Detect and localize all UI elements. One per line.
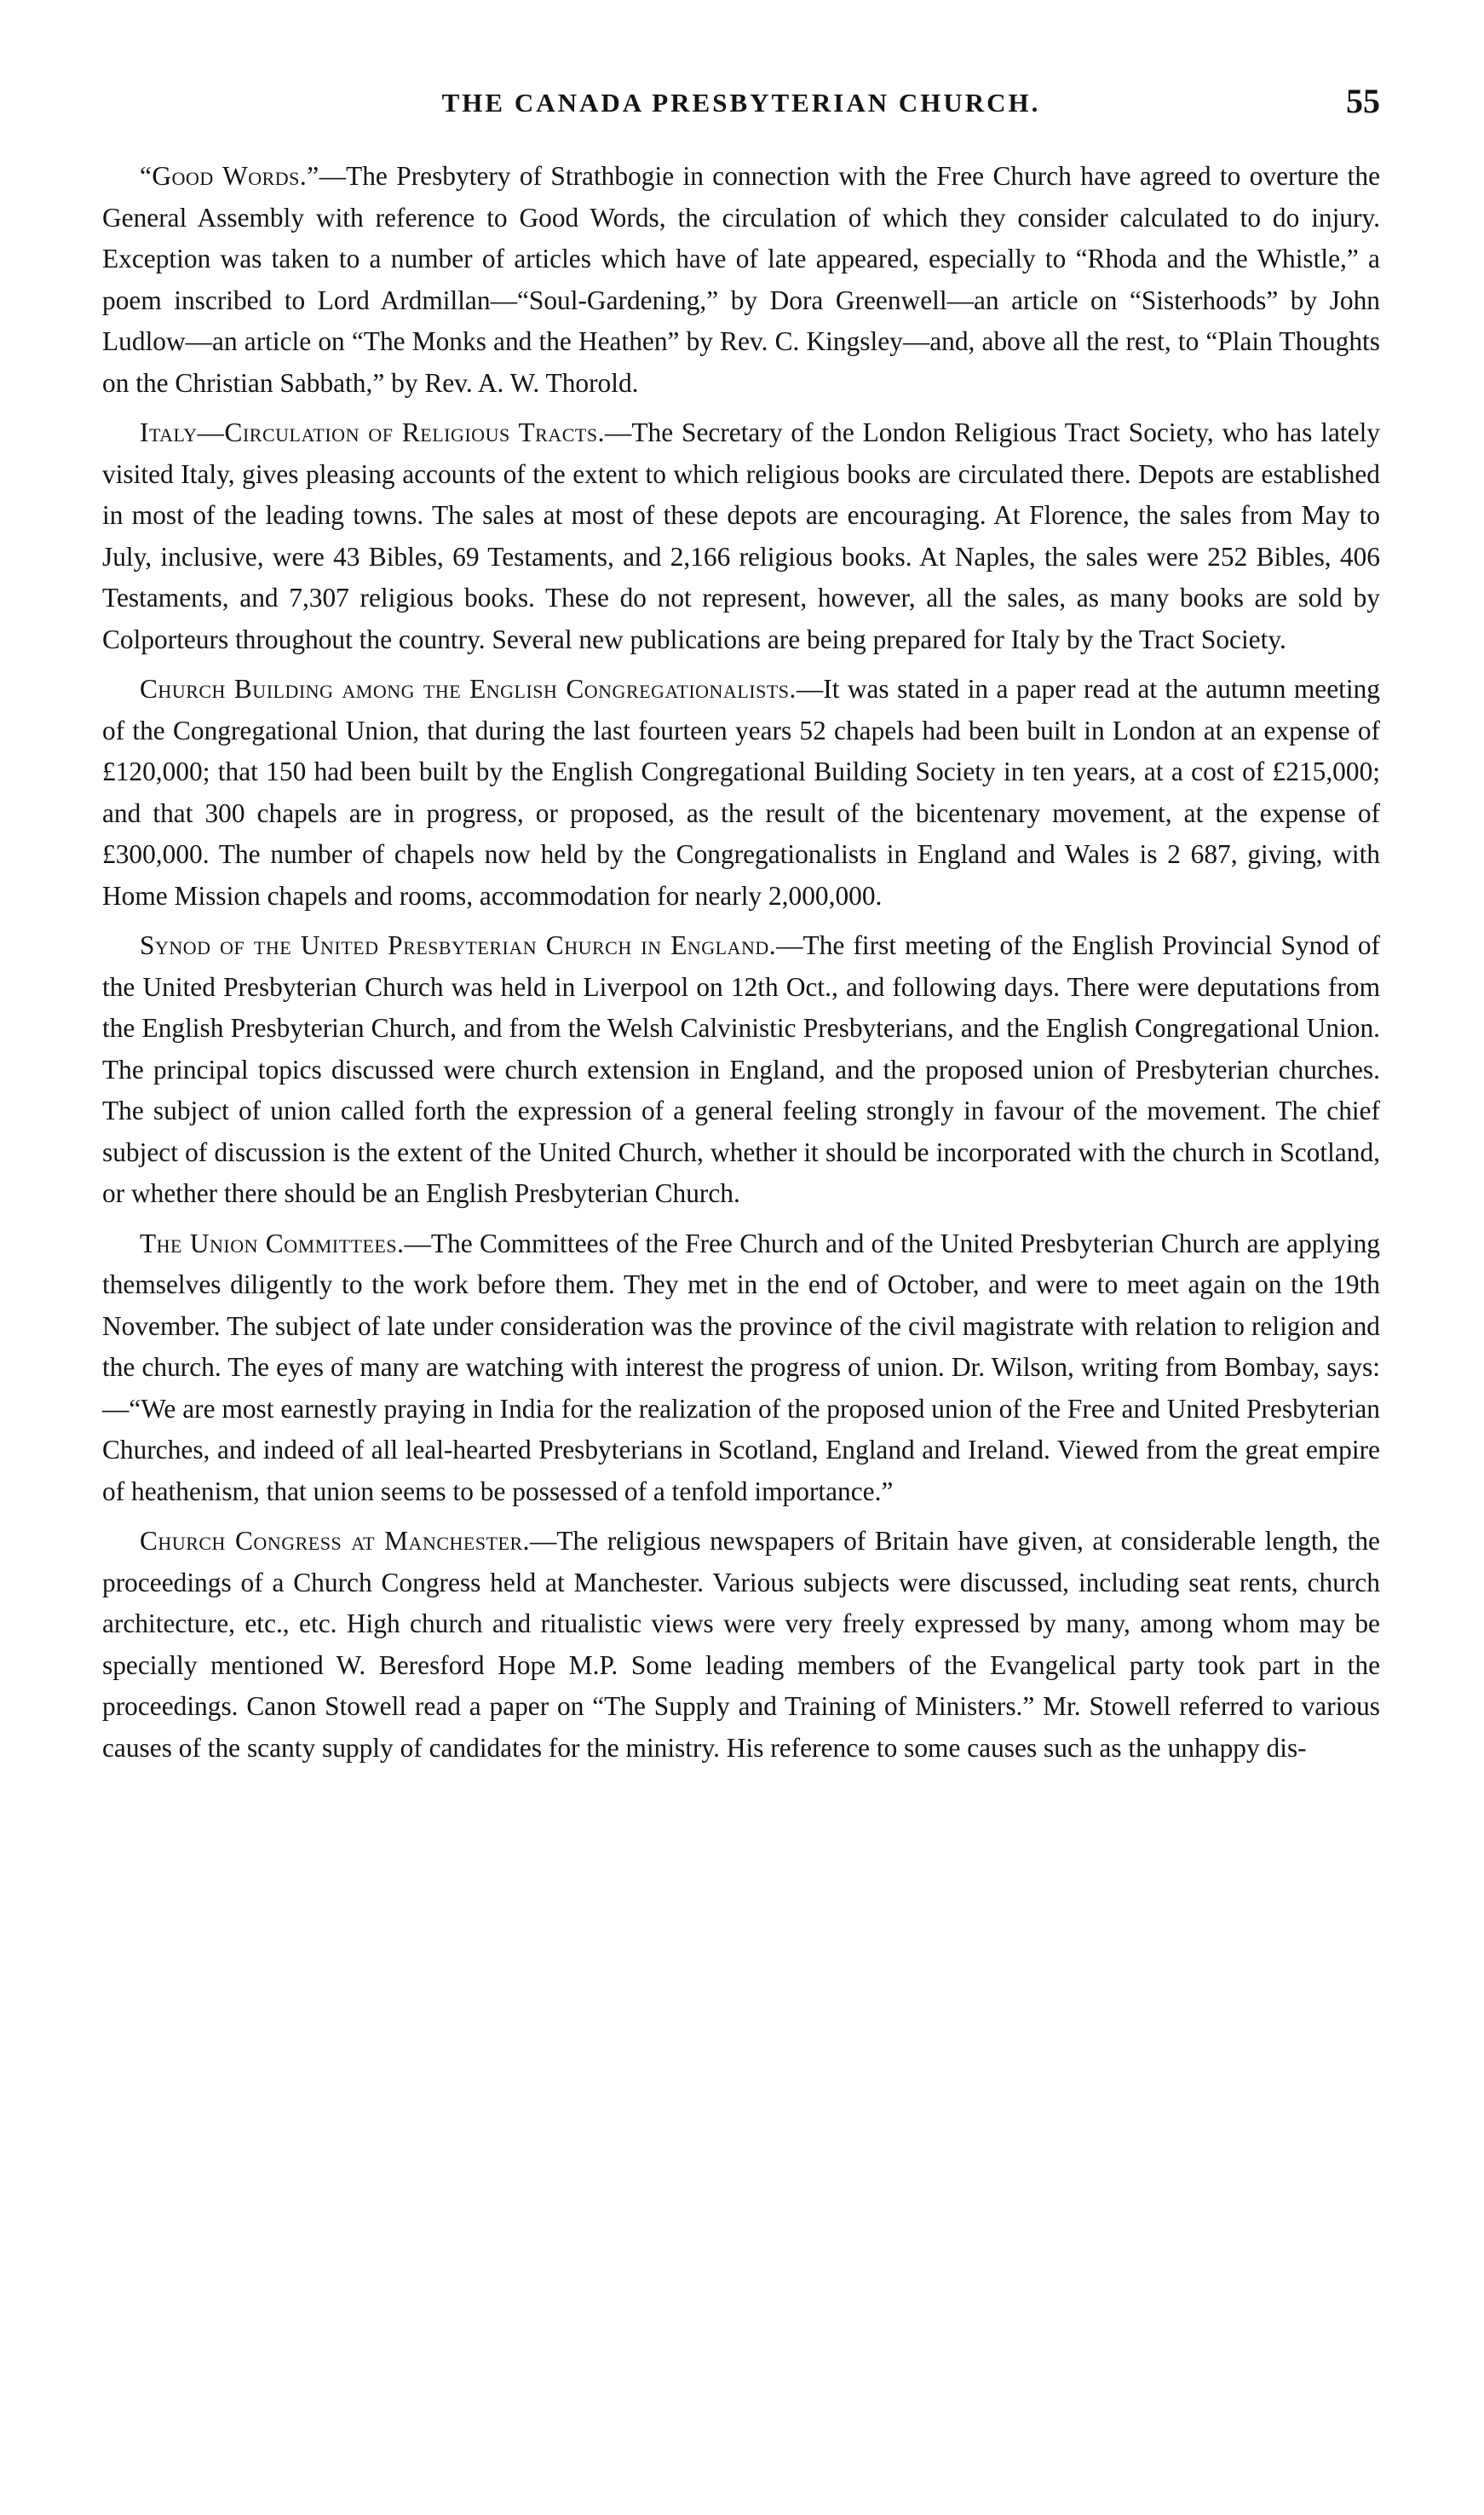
page-header — [102, 81, 1380, 132]
article-church-congress — [102, 1521, 1380, 1769]
article-body: —The Committees of the Free Church and of the United Presbyterian Church are applying themselves diligently to the work before them. They met in the end of October, and were to meet again on the 19th November. The subject of late under consideration was the province of the civil magistrate with relation to religion and the church. The eyes of many are watching with interest the progress of union. Dr. Wilson, writing from Bombay, says:—“We are most earnestly praying in India for the realization of the proposed union of the Free and United Presbyterian Churches, and indeed of all leal-hearted Presbyterians in Scotland, England and Ireland. Viewed from the great empire of heathenism, that union seems to be possessed of a tenfold importance.” — [102, 1228, 1381, 1506]
article-body: —The Secretary of the London Religious Tract Society, who has lately visited Italy, gives pleasing accounts of the extent to which religious books are circulated there. Depots are established in most of the leading towns. The sales at most of these depots are encouraging. At Florence, the sales from May to July, inclusive, were 43 Bibles, 69 Testaments, and 2,166 religious books. At Naples, the sales were 252 Bibles, 406 Testaments, and 7,307 religious books. These do not represent, however, all the sales, as many books are sold by Colporteurs throughout the country. Several new publications are being prepared for Italy by the Tract Society. — [102, 417, 1380, 654]
article-heading: “Good Words.” — [140, 161, 319, 191]
article-body: —The religious newspapers of Britain have given, at considerable length, the proceedings of a Church Congress held at Manchester. Various subjects were discussed, including seat rents, church architecture, etc., etc. High church and ritualistic views were very freely expressed by many, among whom may be specially mentioned W. Beresford Hope M.P. Some leading members of the Evangelical party took part in the proceedings. Canon Stowell read a paper on “The Supply and Training of Ministers.” Mr. Stowell referred to various causes of the scanty supply of candidates for the ministry. His reference to some causes such as the unhappy dis- — [102, 1526, 1380, 1763]
article-heading: Church Building among the English Congregationalists. — [140, 674, 797, 704]
article-heading: The Union Committees. — [140, 1228, 405, 1258]
page — [102, 81, 1380, 1777]
article-body: —The Presbytery of Strathbogie in connection with the Free Church have agreed to overture the General Assembly with reference to Good Words, the circulation of which they consider calculated to do injury. Exception was taken to a number of articles which have of late appeared, especially to “Rhoda and the Whistle,” a poem inscribed to Lord Ardmillan—“Soul-Gardening,” by Dora Greenwell—an article on “Sisterhoods” by John Ludlow—an article on “The Monks and the Heathen” by Rev. C. Kingsley—and, above all the rest, to “Plain Thoughts on the Christian Sabbath,” by Rev. A. W. Thorold. — [102, 161, 1380, 398]
article-heading: Synod of the United Presbyterian Church in England. — [140, 930, 777, 960]
article-union-committees — [102, 1223, 1380, 1513]
article-synod-england — [102, 925, 1380, 1215]
article-body: —It was stated in a paper read at the autumn meeting of the Congregational Union, that during the last fourteen years 52 chapels had been built in London at an expense of £120,000; that 150 had been built by the English Congregational Building Society in ten years, at a cost of £215,000; and that 300 chapels are in progress, or proposed, as the result of the bicentenary movement, at the expense of £300,000. The number of chapels now held by the Congregationalists in England and Wales is 2 687, giving, with Home Mission chapels and rooms, accommodation for nearly 2,000,000. — [102, 674, 1380, 911]
article-heading: Church Congress at Manchester. — [140, 1526, 530, 1556]
article-body: —The first meeting of the English Provincial Synod of the United Presbyterian Church was held in Liverpool on 12th Oct., and following days. There were deputations from the English Presbyterian Church, and from the Welsh Calvinistic Presbyterians, and the English Congregational Union. The principal topics discussed were church extension in England, and the proposed union of Presbyterian churches. The subject of union called forth the expression of a general feeling strongly in favour of the movement. The chief subject of discussion is the extent of the United Church, whether it should be incorporated with the church in Scotland, or whether there should be an English Presbyterian Church. — [102, 930, 1380, 1208]
article-church-building — [102, 669, 1380, 917]
running-title: THE CANADA PRESBYTERIAN CHURCH. — [441, 88, 1041, 118]
article-heading: Italy—Circulation of Religious Tracts. — [140, 417, 605, 447]
article-good-words — [102, 156, 1380, 404]
page-number: 55 — [1346, 82, 1380, 120]
article-italy-tracts — [102, 412, 1380, 660]
